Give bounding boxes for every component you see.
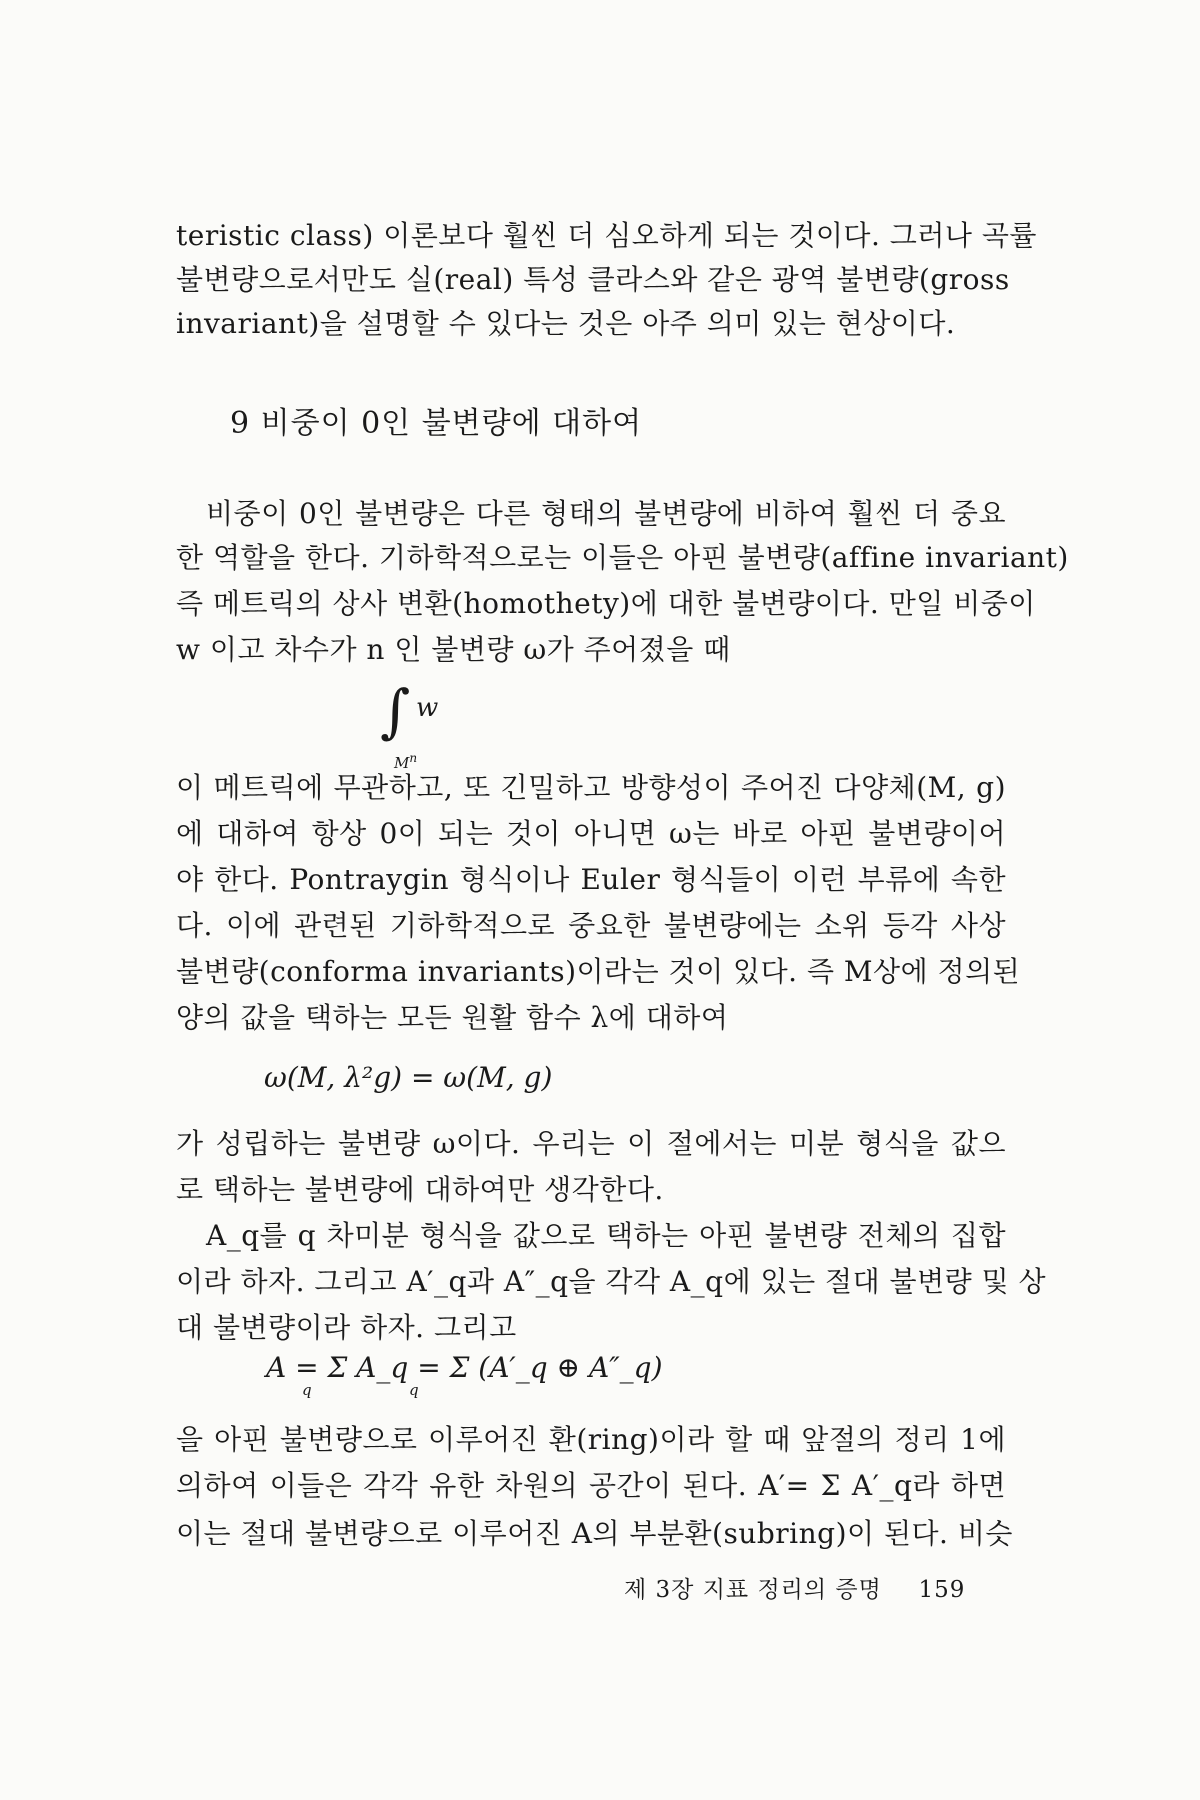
paragraph-line: 다. 이에 관련된 기하학적으로 중요한 불변량에는 소위 등각 사상: [176, 909, 1006, 942]
intro-line: invariant)을 설명할 수 있다는 것은 아주 의미 있는 현상이다.: [176, 307, 956, 340]
integral-domain: $M^n$: [394, 751, 418, 772]
sum-index: q: [302, 1381, 312, 1399]
paragraph-line: 이는 절대 불변량으로 이루어진 A의 부분환(subring)이 된다. 비슷: [176, 1517, 1013, 1550]
paragraph-line: 가 성립하는 불변량 ω이다. 우리는 이 절에서는 미분 형식을 값으: [176, 1127, 1006, 1160]
intro-line: 불변량으로서만도 실(real) 특성 클라스와 같은 광역 불변량(gross: [176, 263, 1010, 296]
paragraph-line: w 이고 차수가 n 인 불변량 ω가 주어졌을 때: [176, 633, 731, 666]
page-footer: [624, 1573, 984, 1607]
sum-index: q: [409, 1381, 419, 1399]
paragraph-line: 에 대하여 항상 0이 되는 것이 아니면 ω는 바로 아핀 불변량이어: [176, 817, 1006, 850]
paragraph-line: 을 아핀 불변량으로 이루어진 환(ring)이라 할 때 앞절의 정리 1에: [176, 1423, 1006, 1456]
paragraph-line: 대 불변량이라 하자. 그리고: [176, 1311, 517, 1344]
intro-line: teristic class) 이론보다 훨씬 더 심오하게 되는 것이다. 그러나 곡률: [176, 219, 1037, 252]
integrand: w: [416, 693, 439, 723]
paragraph-line: 불변량(conforma invariants)이라는 것이 있다. 즉 M상에 정의된: [176, 955, 1021, 988]
paragraph-line: A_q를 q 차미분 형식을 값으로 택하는 아핀 불변량 전체의 집합: [206, 1219, 1006, 1252]
chapter-title: 제 3장 지표 정리의 증명: [624, 1577, 882, 1603]
paragraph-line: 이라 하자. 그리고 A′_q과 A″_q을 각각 A_q에 있는 절대 불변량 및 상: [176, 1265, 1047, 1298]
paragraph-line: 한 역할을 한다. 기하학적으로는 이들은 아핀 불변량(affine invariant): [176, 541, 1069, 574]
integral-formula: [380, 676, 500, 772]
paragraph-line: 이 메트릭에 무관하고, 또 긴밀하고 방향성이 주어진 다양체(M, g): [176, 771, 1006, 804]
paragraph-line: 비중이 0인 불변량은 다른 형태의 불변량에 비하여 훨씬 더 중요: [206, 497, 1006, 530]
paragraph-line: 야 한다. Pontraygin 형식이나 Euler 형식들이 이런 부류에 속한: [176, 863, 1006, 896]
page-number: 159: [918, 1577, 966, 1603]
paragraph-line: 양의 값을 택하는 모든 원활 함수 λ에 대하여: [176, 1001, 729, 1034]
section-heading: 9 비중이 0인 불변량에 대하여: [230, 406, 643, 441]
conformal-formula: ω(M, λ²g) = ω(M, g): [264, 1061, 553, 1094]
paragraph-line: 즉 메트릭의 상사 변환(homothety)에 대한 불변량이다. 만일 비중이: [176, 587, 1036, 620]
integral-sign: ∫: [380, 677, 411, 745]
paragraph-line: 로 택하는 불변량에 대하여만 생각한다.: [176, 1173, 664, 1206]
paragraph-line: 의하여 이들은 각각 유한 차원의 공간이 된다. A′= Σ A′_q라 하면: [176, 1469, 1006, 1502]
ring-formula: A = Σ A_q = Σ (A′_q ⊕ A″_q): [266, 1351, 663, 1384]
